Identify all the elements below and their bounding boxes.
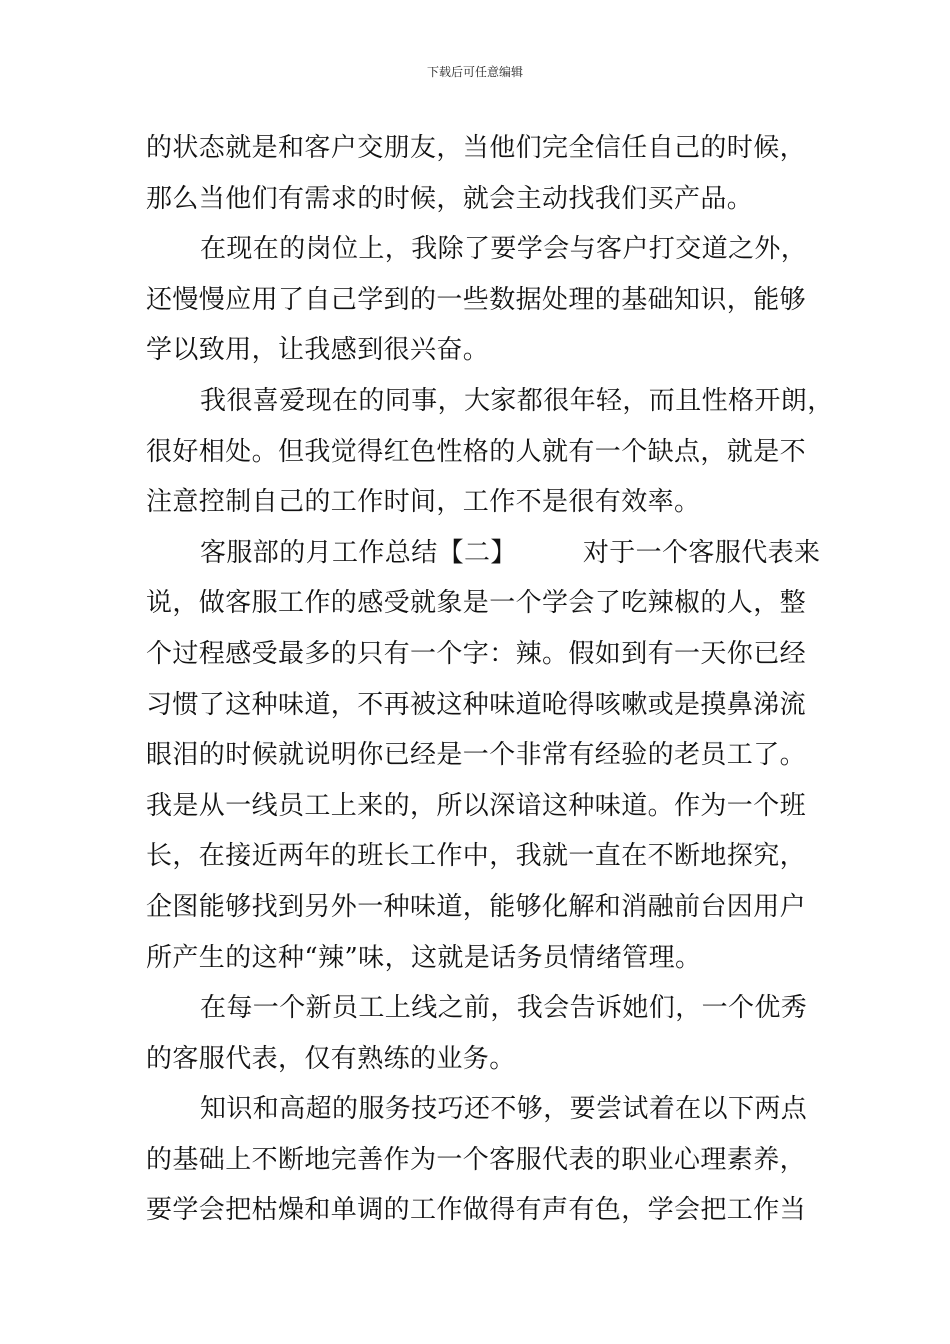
text-line: 学以致用，让我感到很兴奋。 — [146, 335, 490, 366]
text-line: 企图能够找到另外一种味道，能够化解和消融前台因用户 — [146, 891, 807, 922]
text-line: 在现在的岗位上，我除了要学会与客户打交道之外， — [200, 234, 808, 265]
document-body — [146, 123, 834, 1236]
text-line: 眼泪的时候就说明你已经是一个非常有经验的老员工了。 — [146, 740, 807, 771]
text-line: 很好相处。但我觉得红色性格的人就有一个缺点，就是不 — [146, 436, 807, 467]
text-line: 长，在接近两年的班长工作中，我就一直在不断地探究， — [146, 841, 807, 872]
text-line: 还慢慢应用了自己学到的一些数据处理的基础知识，能够 — [146, 284, 807, 315]
text-line: 那么当他们有需求的时候，就会主动找我们买产品。 — [146, 183, 754, 214]
text-line: 我很喜爱现在的同事，大家都很年轻，而且性格开朗， — [200, 385, 834, 416]
text-line: 要学会把枯燥和单调的工作做得有声有色，学会把工作当 — [146, 1195, 807, 1226]
text-line: 习惯了这种味道，不再被这种味道呛得咳嗽或是摸鼻涕流 — [146, 689, 807, 720]
text-line-continuation: 对于一个客服代表来 — [582, 537, 821, 568]
text-line: 我是从一线员工上来的，所以深谙这种味道。作为一个班 — [146, 790, 807, 821]
text-line: 个过程感受最多的只有一个字：辣。假如到有一天你已经 — [146, 638, 807, 669]
text-line: 说，做客服工作的感受就象是一个学会了吃辣椒的人，整 — [146, 588, 807, 619]
text-line: 的基础上不断地完善作为一个客服代表的职业心理素养， — [146, 1144, 807, 1175]
text-line: 知识和高超的服务技巧还不够，要尝试着在以下两点 — [200, 1094, 808, 1125]
page-header: 下载后可任意编辑 — [426, 65, 523, 79]
section-heading: 客服部的月工作总结【二】 — [200, 537, 517, 568]
section-heading-line — [146, 528, 821, 579]
text-line: 的状态就是和客户交朋友，当他们完全信任自己的时候， — [146, 133, 807, 163]
text-line: 所产生的这种“辣”味，这就是话务员情绪管理。 — [146, 942, 702, 973]
text-line: 在每一个新员工上线之前，我会告诉她们，一个优秀 — [200, 993, 808, 1024]
text-line: 的客服代表，仅有熟练的业务。 — [146, 1043, 516, 1074]
text-line: 注意控制自己的工作时间，工作不是很有效率。 — [146, 487, 701, 518]
